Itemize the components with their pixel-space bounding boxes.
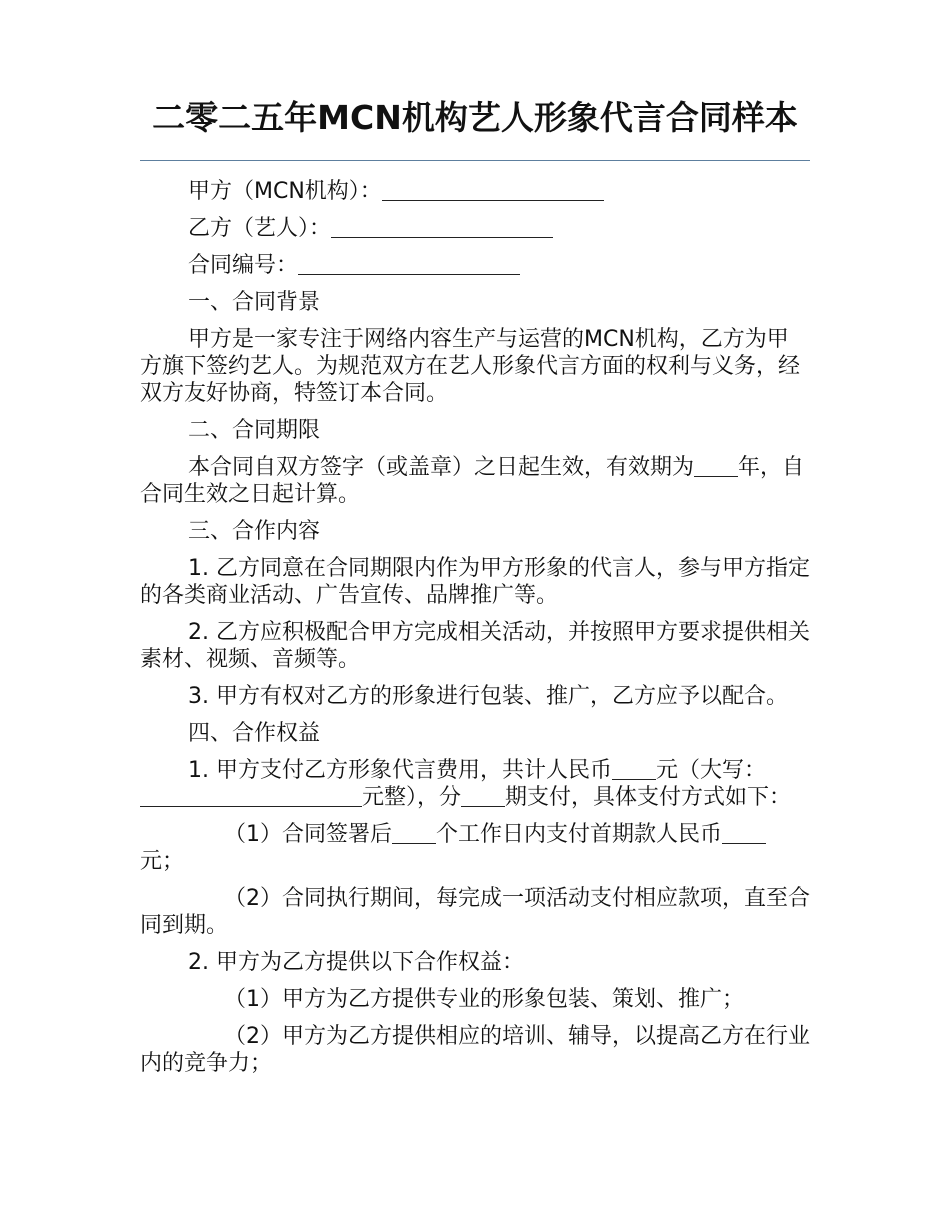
- term-years-blank: [694, 456, 738, 477]
- fee-uppercase-blank: [140, 786, 362, 807]
- list-item: 3. 甲方有权对乙方的形象进行包装、推广，乙方应予以配合。: [188, 684, 788, 709]
- first-payment-blank: [722, 823, 766, 844]
- workdays-blank: [392, 823, 436, 844]
- party-b-blank: [331, 217, 553, 238]
- list-item: [140, 757, 810, 811]
- sub1-text-c: 元；: [140, 849, 185, 874]
- fee-text-b: 元（大写：: [656, 758, 767, 783]
- section-paragraph: [140, 454, 810, 508]
- document-body: [140, 178, 810, 1087]
- term-text-b: 年，自合同生效之日起计算。: [140, 455, 805, 507]
- installments-blank: [461, 786, 505, 807]
- contract-number-blank: [298, 254, 520, 275]
- contract-number-field: [140, 252, 810, 279]
- fee-text-a: 1. 甲方支付乙方形象代言费用，共计人民币: [188, 758, 612, 783]
- party-a-field: [140, 178, 810, 205]
- title-divider: [140, 160, 810, 161]
- fee-text-d: 期支付，具体支付方式如下：: [505, 785, 792, 810]
- list-item: 1. 乙方同意在合同期限内作为甲方形象的代言人，参与甲方指定的各类商业活动、广告宣传、品牌推广等。: [140, 556, 810, 608]
- sub-item: （1）甲方为乙方提供专业的形象包装、策划、推广；: [224, 987, 744, 1012]
- sub1-text-a: （1）合同签署后: [224, 822, 392, 847]
- fee-text-c: 元整），分: [362, 785, 462, 810]
- party-a-label: 甲方（MCN机构）：: [188, 179, 382, 204]
- section-heading: 一、合同背景: [188, 290, 321, 315]
- document-title: 二零二五年MCN机构艺人形象代言合同样本: [152, 98, 798, 137]
- party-a-blank: [382, 180, 604, 201]
- sub1-text-b: 个工作日内支付首期款人民币: [436, 822, 723, 847]
- fee-amount-blank: [612, 759, 656, 780]
- section-heading: 三、合作内容: [188, 519, 321, 544]
- sub-item: （2）合同执行期间，每完成一项活动支付相应款项，直至合同到期。: [140, 886, 810, 938]
- list-item: 2. 乙方应积极配合甲方完成相关活动，并按照甲方要求提供相关素材、视频、音频等。: [140, 620, 810, 672]
- sub-item: [140, 821, 810, 875]
- list-item: 2. 甲方为乙方提供以下合作权益：: [188, 950, 524, 975]
- contract-number-label: 合同编号：: [188, 253, 299, 278]
- party-b-label: 乙方（艺人）：: [188, 216, 332, 241]
- party-b-field: [140, 215, 810, 242]
- section-heading: 二、合同期限: [188, 418, 321, 443]
- section-heading: 四、合作权益: [188, 721, 321, 746]
- term-text-a: 本合同自双方签字（或盖章）之日起生效，有效期为: [188, 455, 695, 480]
- section-paragraph: 甲方是一家专注于网络内容生产与运营的MCN机构，乙方为甲方旗下签约艺人。为规范双方在艺人形象代言方面的权利与义务，经双方友好协商，特签订本合同。: [140, 327, 801, 406]
- sub-item: （2）甲方为乙方提供相应的培训、辅导，以提高乙方在行业内的竞争力；: [140, 1024, 810, 1076]
